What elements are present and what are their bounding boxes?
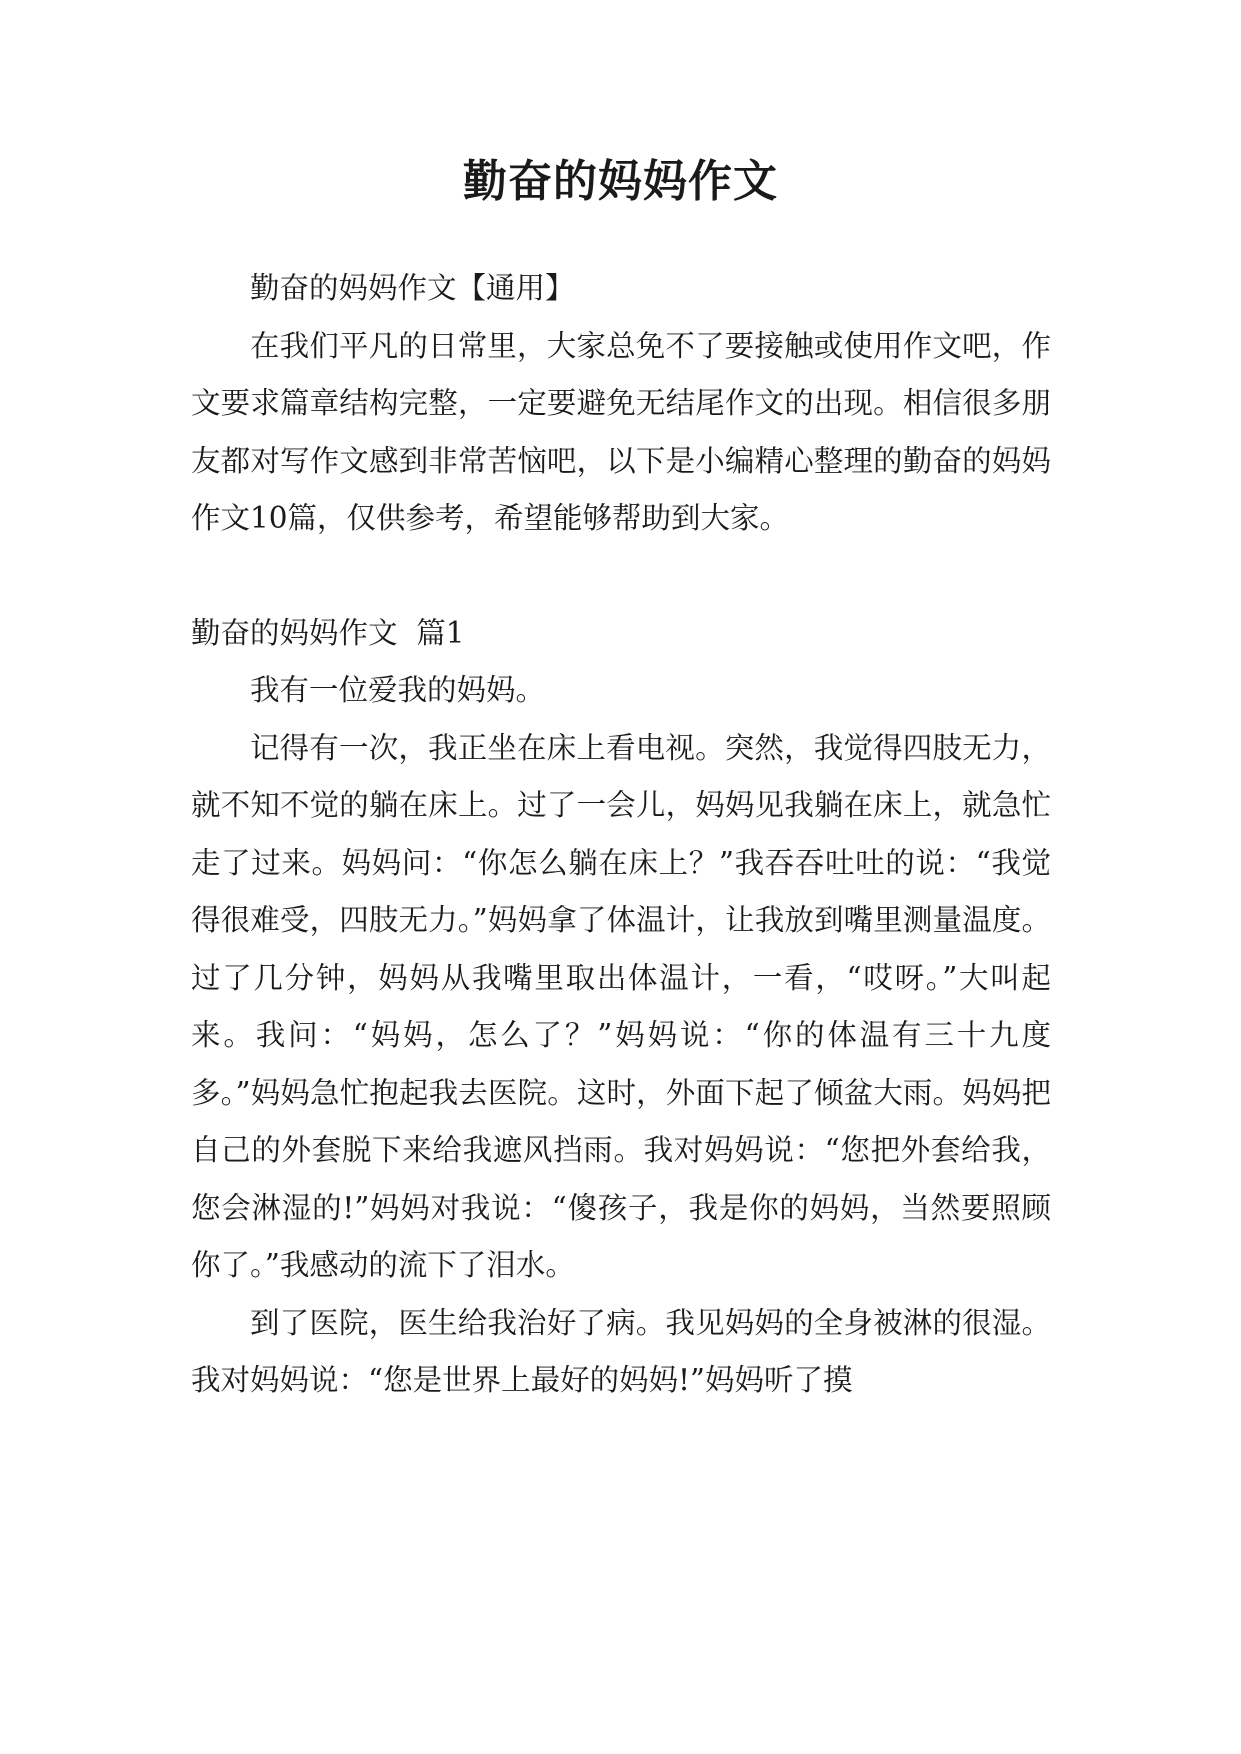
body-paragraph: 我有一位爱我的妈妈。 [250, 673, 546, 707]
document-body [191, 260, 1051, 1410]
document-title: 勤奋的妈妈作文 [463, 156, 778, 207]
body-paragraph: 记得有一次，我正坐在床上看电视。突然，我觉得四肢无力，就不知不觉的躺在床上。过了一会儿，妈妈见我躺在床上，就急忙走了过来。妈妈问：“你怎么躺在床上？”我吞吞吐吐的说：“我觉得很难受，四肢无力。”妈妈拿了体温计，让我放到嘴里测量温度。过了几分钟，妈妈从我嘴里取出体温计，一看，“哎呀。”大叫起来。我问：“妈妈，怎么了？”妈妈说：“你的体温有三十九度多。”妈妈急忙抱起我去医院。这时，外面下起了倾盆大雨。妈妈把自己的外套脱下来给我遮风挡雨。我对妈妈说：“您把外套给我，您会淋湿的!”妈妈对我说：“傻孩子，我是你的妈妈，当然要照顾你了。”我感动的流下了泪水。 [191, 730, 1051, 1282]
section-spacer [191, 548, 1051, 605]
body-paragraph: 到了医院，医生给我治好了病。我见妈妈的全身被淋的很湿。我对妈妈说：“您是世界上最好的妈妈!”妈妈听了摸 [191, 1305, 1051, 1397]
section-heading: 勤奋的妈妈作文 篇1 [191, 615, 465, 650]
intro-paragraph: 在我们平凡的日常里，大家总免不了要接触或使用作文吧，作文要求篇章结构完整，一定要避免无结尾作文的出现。相信很多朋友都对写作文感到非常苦恼吧，以下是小编精心整理的勤奋的妈妈作文10篇，仅供参考，希望能够帮助到大家。 [191, 328, 1051, 535]
document-subtitle: 勤奋的妈妈作文【通用】 [250, 271, 575, 305]
